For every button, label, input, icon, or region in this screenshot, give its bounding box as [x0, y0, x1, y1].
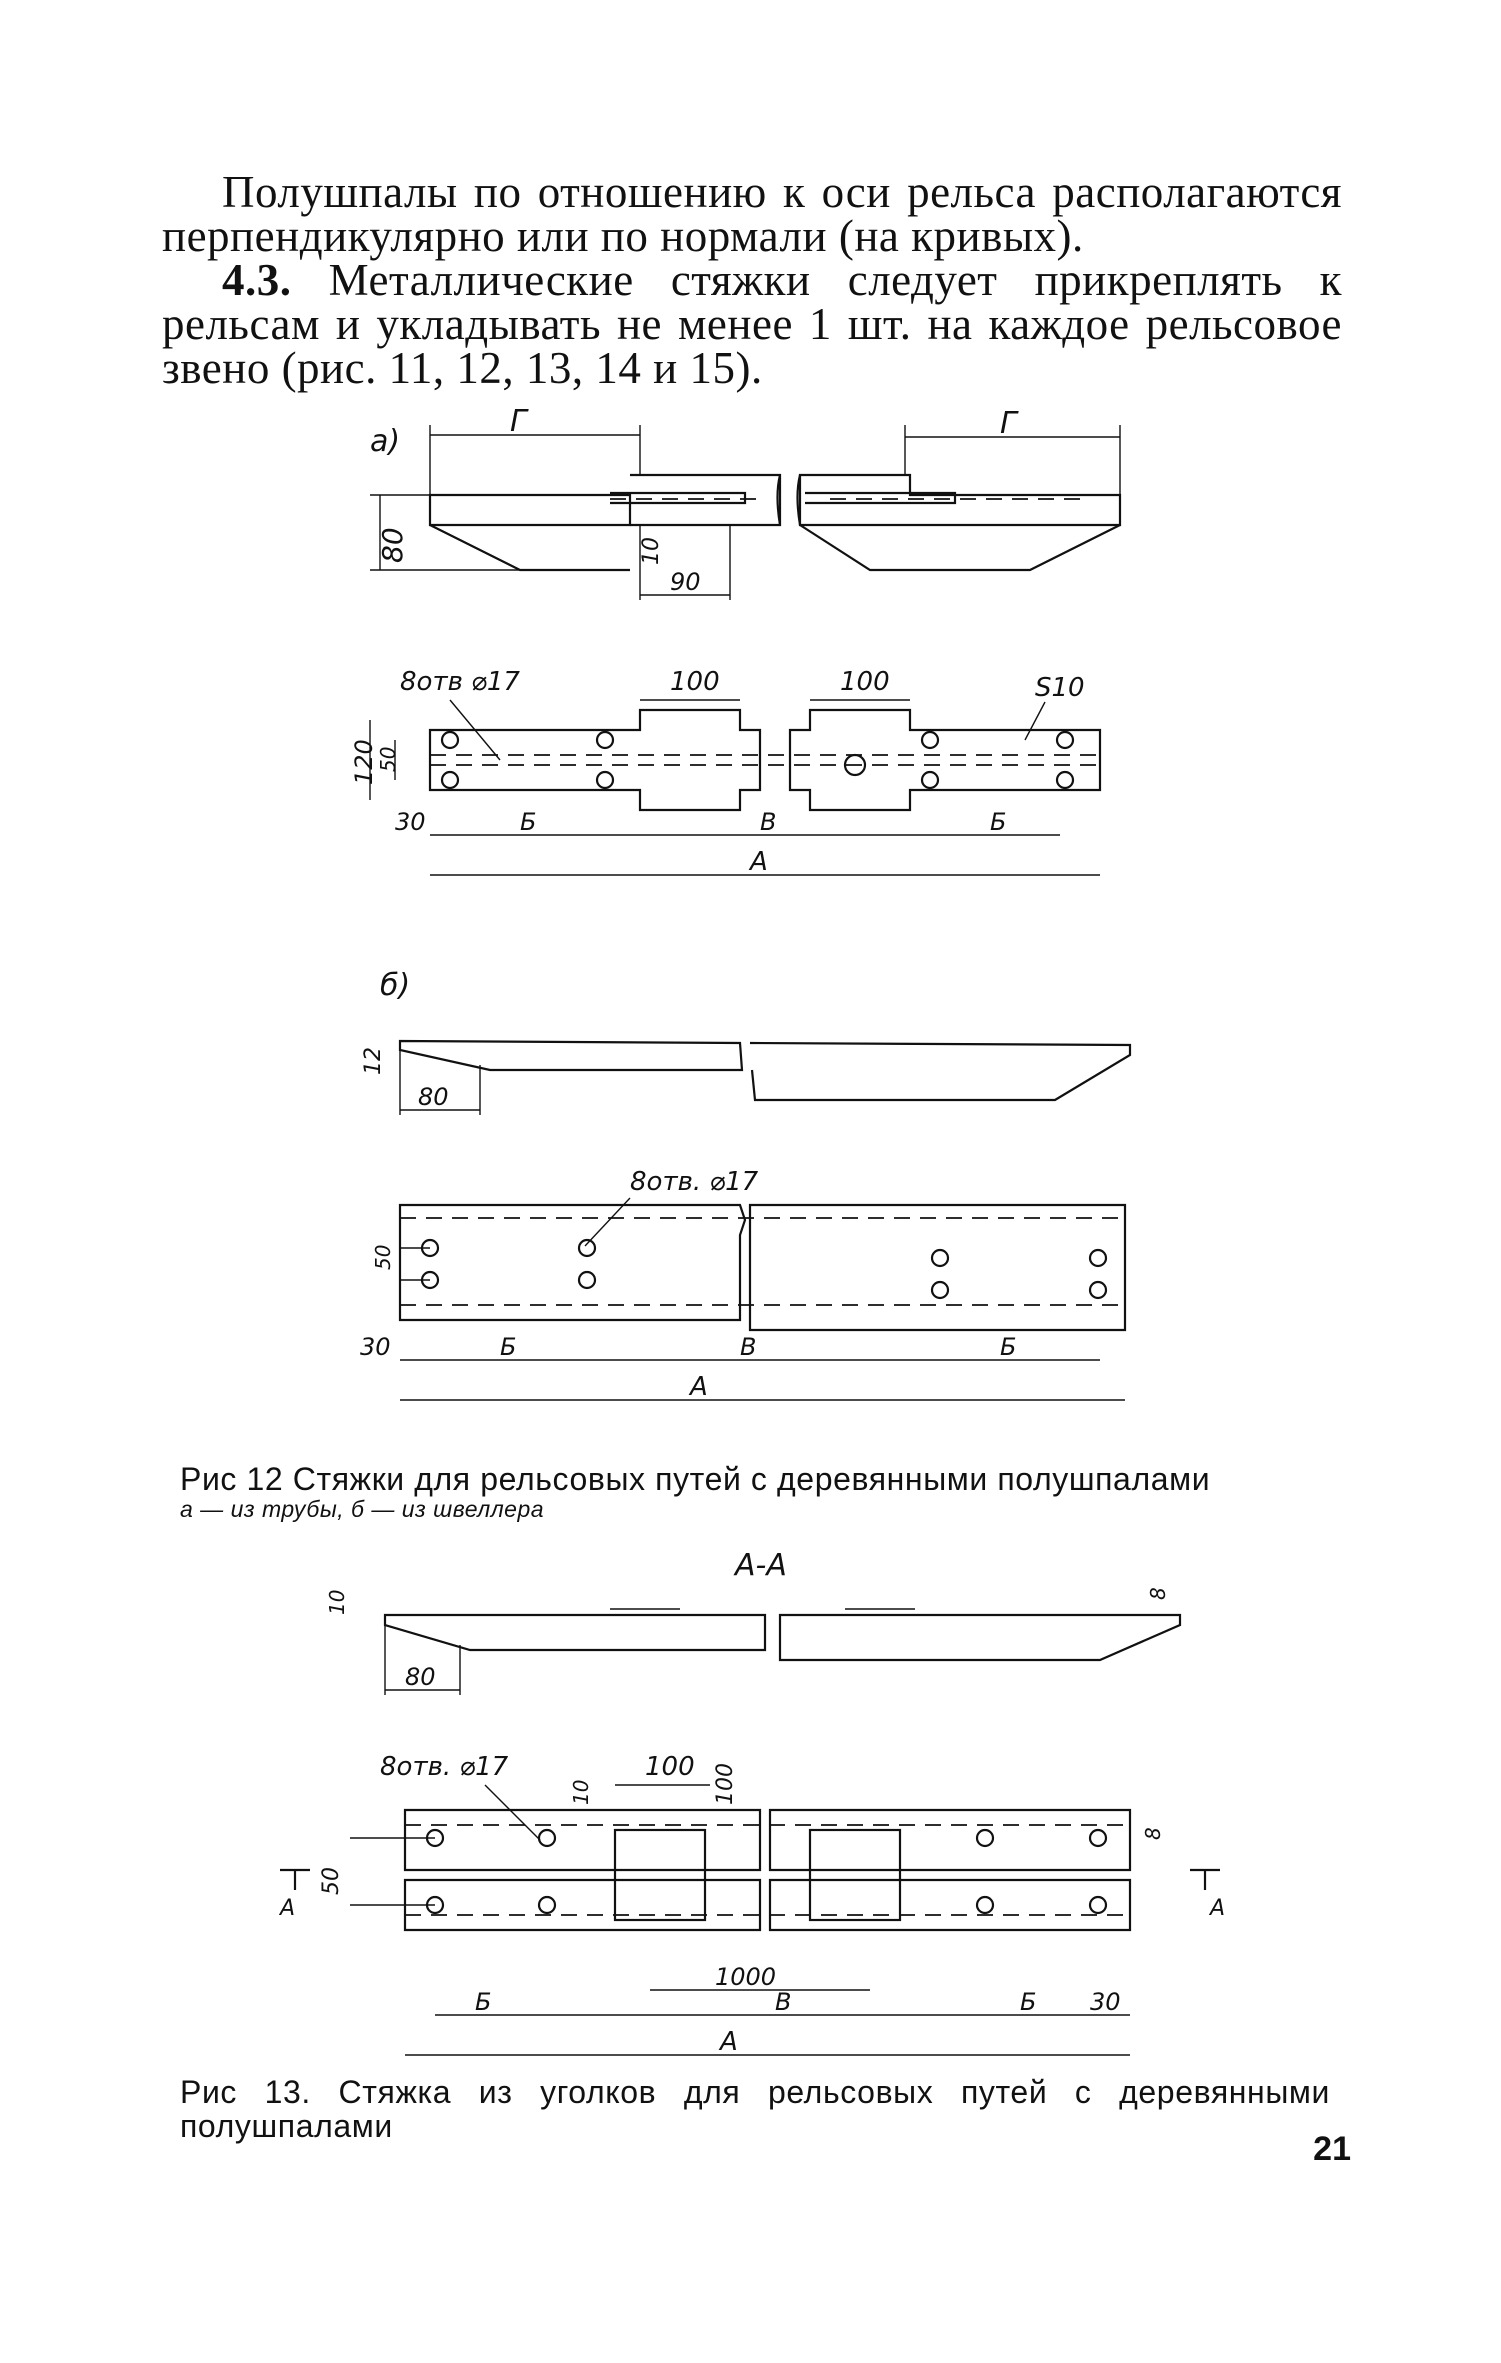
fig13-section-mark-left: А: [280, 1896, 296, 1921]
fig12-b-dim-12: 12: [361, 1047, 386, 1075]
fig12-dim-a: А: [750, 847, 768, 877]
fig13-caption-main: Рис 13. Стяжка из уголков для рельсовых путей с деревянными полушпалами: [180, 2074, 1330, 2144]
fig13-dim-10: 10: [325, 1589, 349, 1615]
fig13-dim-10: 10: [569, 1779, 593, 1805]
fig13-dim-8: 8: [1146, 1587, 1170, 1600]
fig13-holes: [427, 1830, 1106, 1913]
section-number: 4.3.: [222, 255, 292, 305]
fig13-dim-100: 100: [645, 1752, 695, 1782]
fig12-b-dim-80: 80: [418, 1083, 449, 1111]
fig12-holes-label: 8отв ⌀17: [400, 667, 520, 697]
fig12-dim-120: 120: [350, 739, 378, 785]
fig12-b-dim-50: 50: [371, 1244, 395, 1270]
fig13-section-view: [320, 1545, 1200, 1715]
fig12-dim-b-left: Б: [520, 808, 537, 836]
fig12-b-dim-v: В: [740, 1333, 757, 1361]
fig13-dim-50: 50: [319, 1867, 344, 1895]
fig12-b-side-view: [340, 965, 1140, 1135]
fig13-dim-a: А: [720, 2027, 738, 2057]
fig13-dim-b-right: Б: [1020, 1988, 1037, 2016]
fig12-dim-v: В: [760, 808, 777, 836]
paragraph-4-3: [162, 255, 1342, 393]
fig12-caption: [180, 1462, 1330, 1522]
fig12-a-plan-view: [340, 660, 1140, 940]
fig13-dim-100-vertical: 100: [713, 1763, 738, 1805]
fig12-a-side-view: [340, 404, 1140, 615]
fig12-caption-sub: а — из трубы, б — из швеллера: [180, 1496, 545, 1522]
page-number: 21: [1313, 2130, 1351, 2168]
fig12-b-dim-a: А: [690, 1372, 708, 1402]
fig12-part-a-label: а): [370, 424, 401, 459]
fig13-dim-80: 80: [405, 1663, 436, 1691]
fig13-dim-30: 30: [1090, 1988, 1121, 2016]
fig13-section-mark-right: А: [1210, 1896, 1226, 1921]
fig12-b-dim-b-right: Б: [1000, 1333, 1017, 1361]
fig12-dim-100-left: 100: [670, 667, 720, 697]
fig13-dim-v: В: [775, 1988, 792, 2016]
fig13-dim-1000: 1000: [715, 1963, 777, 1991]
fig12-dim-g-right: Г: [1000, 406, 1017, 441]
fig12-b-holes: [422, 1240, 1106, 1298]
fig12-a-holes: [442, 732, 1073, 788]
fig12-dim-90: 90: [670, 568, 701, 596]
fig12-dim-10: 10: [639, 537, 664, 565]
fig13-plan-view: [250, 1730, 1250, 2070]
fig12-dim-80: 80: [376, 527, 409, 563]
fig13-dim-b-left: Б: [475, 1988, 492, 2016]
fig12-dim-100-right: 100: [840, 667, 890, 697]
fig13-dim-8: 8: [1141, 1827, 1165, 1840]
fig12-dim-g-left: Г: [510, 404, 527, 439]
paragraph-half-sleepers: [162, 167, 1342, 261]
fig12-caption-main: Рис 12 Стяжки для рельсовых путей с деревянными полушпалами: [180, 1461, 1211, 1497]
paragraph-4-3-text: Металлические стяжки следует прикреплять к рельсам и укладывать не менее 1 шт. на каждое рельсовое звено (рис. 11, 12, 13, 14 и 15).: [162, 255, 1342, 393]
fig12-dim-30: 30: [395, 808, 426, 836]
fig12-dim-b-right: Б: [990, 808, 1007, 836]
fig12-b-plan-view: [340, 1150, 1140, 1430]
fig12-dim-50: 50: [376, 746, 400, 772]
paragraph-half-sleepers-text: Полушпалы по отношению к оси рельса располагаются перпендикулярно или по нормали (на кривых).: [162, 167, 1342, 261]
fig12-dim-s10: S10: [1035, 673, 1085, 703]
fig12-b-holes-label: 8отв. ⌀17: [630, 1167, 759, 1197]
fig12-b-dim-b-left: Б: [500, 1333, 517, 1361]
fig12-b-dim-30: 30: [360, 1333, 391, 1361]
fig13-caption: [180, 2075, 1330, 2143]
fig13-section-label: А-А: [735, 1548, 787, 1583]
fig13-holes-label: 8отв. ⌀17: [380, 1752, 509, 1782]
fig12-part-b-label: б): [380, 968, 411, 1003]
